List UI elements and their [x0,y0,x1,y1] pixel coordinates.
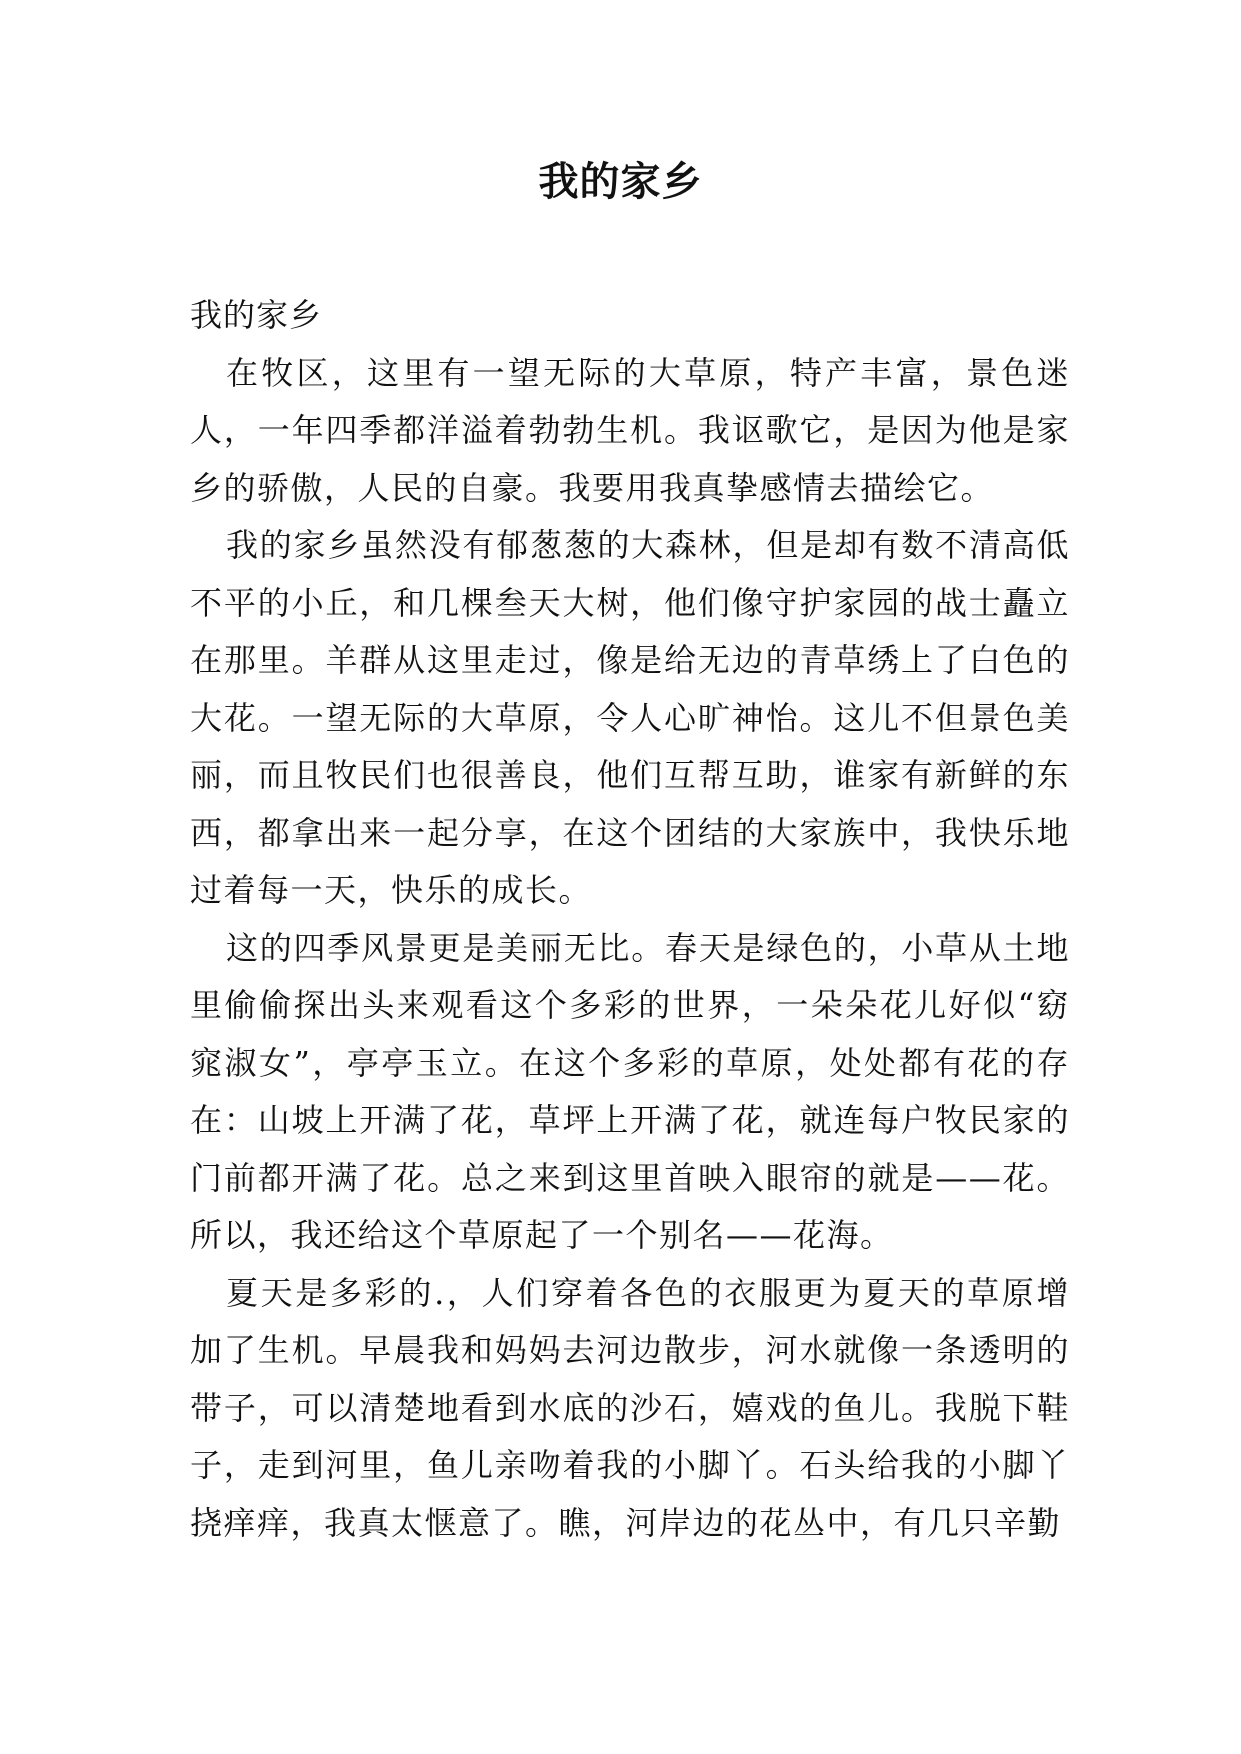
document-body [190,287,1070,1552]
paragraph-3: 这的四季风景更是美丽无比。春天是绿色的，小草从土地里偷偷探出头来观看这个多彩的世界，一朵朵花儿好似“窈窕淑女”，亭亭玉立。在这个多彩的草原，处处都有花的存在：山坡上开满了花，草坪上开满了花，就连每户牧民家的门前都开满了花。总之来到这里首映入眼帘的就是——花。所以，我还给这个草原起了一个别名——花海。 [190,928,1070,1254]
paragraph-4: 夏天是多彩的.，人们穿着各色的衣服更为夏天的草原增加了生机。早晨我和妈妈去河边散步，河水就像一条透明的带子，可以清楚地看到水底的沙石，嬉戏的鱼儿。我脱下鞋子，走到河里，鱼儿亲吻着我的小脚丫。石头给我的小脚丫挠痒痒，我真太惬意了。瞧，河岸边的花丛中，有几只辛勤 [190,1273,1070,1542]
document-title: 我的家乡 [538,158,703,205]
paragraph-1: 在牧区，这里有一望无际的大草原，特产丰富，景色迷人，一年四季都洋溢着勃勃生机。我讴歌它，是因为他是家乡的骄傲，人民的自豪。我要用我真挚感情去描绘它。 [190,353,1070,507]
document-subtitle: 我的家乡 [190,296,323,334]
paragraph-2: 我的家乡虽然没有郁葱葱的大森林，但是却有数不清高低不平的小丘，和几棵叁天大树，他们像守护家园的战士矗立在那里。羊群从这里走过，像是给无边的青草绣上了白色的大花。一望无际的大草原，令人心旷神怡。这儿不但景色美丽，而且牧民们也很善良，他们互帮互助，谁家有新鲜的东西，都拿出来一起分享，在这个团结的大家族中，我快乐地过着每一天，快乐的成长。 [190,526,1070,909]
